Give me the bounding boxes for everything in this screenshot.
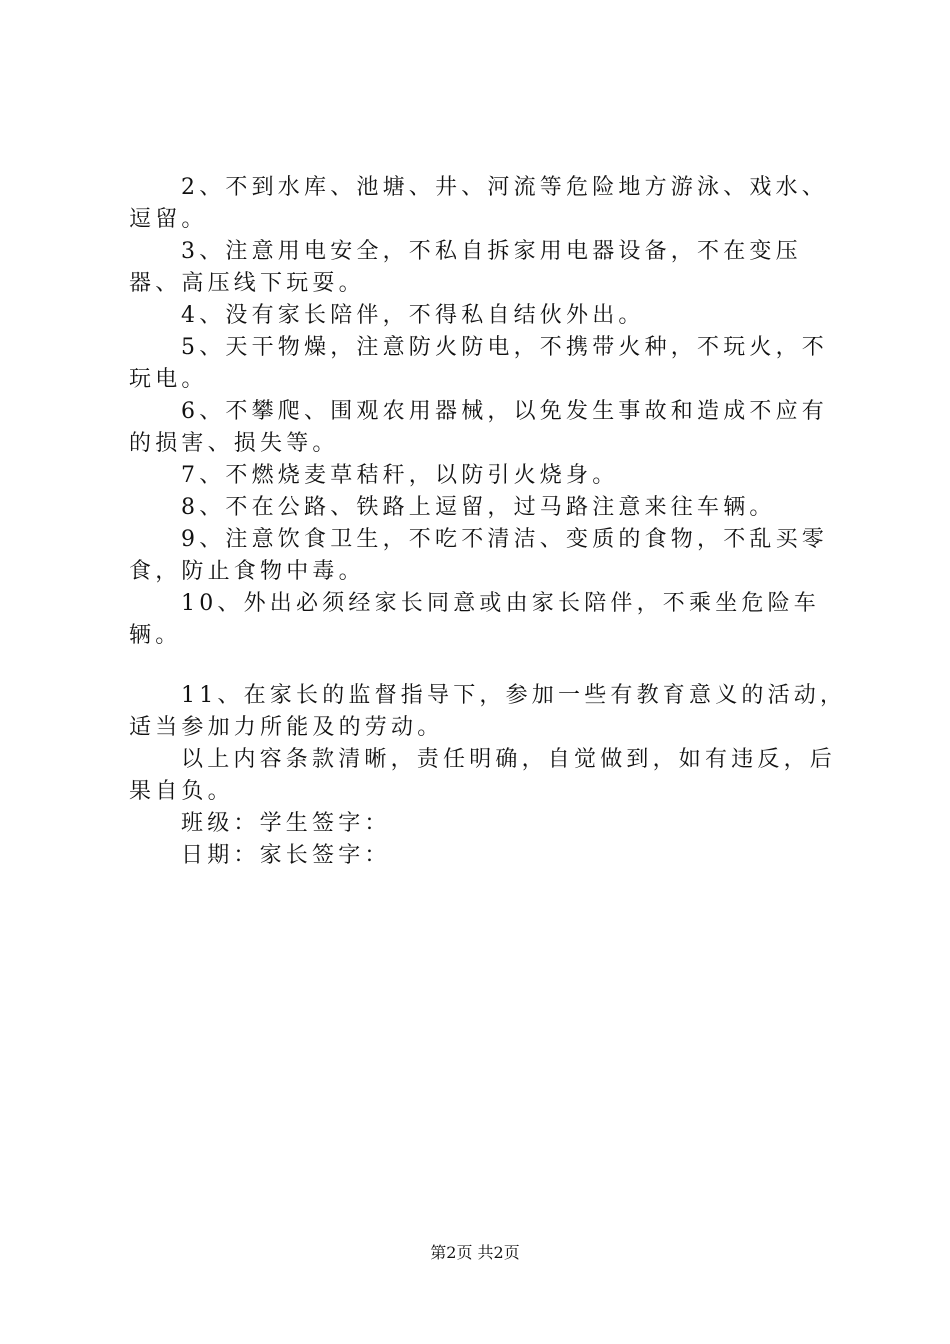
rule-item-9: 9、注意饮食卫生，不吃不清洁、变质的食物，不乱买零食，防止食物中毒。 (129, 527, 828, 584)
rule-item-2: 2、不到水库、池塘、井、河流等危险地方游泳、戏水、逗留。 (129, 175, 828, 232)
rule-item-3: 3、注意用电安全，不私自拆家用电器设备，不在变压器、高压线下玩耍。 (129, 239, 802, 296)
rule-item-11: 11、在家长的监督指导下，参加一些有教育意义的活动，适当参加力所能及的劳动。 (129, 683, 847, 740)
rule-item-7: 7、不燃烧麦草秸秆，以防引火烧身。 (181, 463, 619, 488)
rule-item-6: 6、不攀爬、围观农用器械，以免发生事故和造成不应有的损害、损失等。 (129, 399, 828, 456)
page-number-footer: 第2页 共2页 (430, 1243, 520, 1262)
class-student-signature-line: 班级：学生签字： (181, 811, 391, 836)
closing-statement: 以上内容条款清晰，责任明确，自觉做到，如有违反，后果自负。 (129, 747, 837, 804)
rule-item-5: 5、天干物燥，注意防火防电，不携带火种，不玩火，不玩电。 (129, 335, 828, 392)
date-parent-signature-line: 日期：家长签字： (181, 843, 391, 868)
document-body (129, 172, 849, 872)
rule-item-4: 4、没有家长陪伴，不得私自结伙外出。 (181, 303, 645, 328)
rule-item-10: 10、外出必须经家长同意或由家长陪伴，不乘坐危险车辆。 (129, 591, 820, 648)
rule-item-8: 8、不在公路、铁路上逗留，过马路注意来往车辆。 (181, 495, 776, 520)
